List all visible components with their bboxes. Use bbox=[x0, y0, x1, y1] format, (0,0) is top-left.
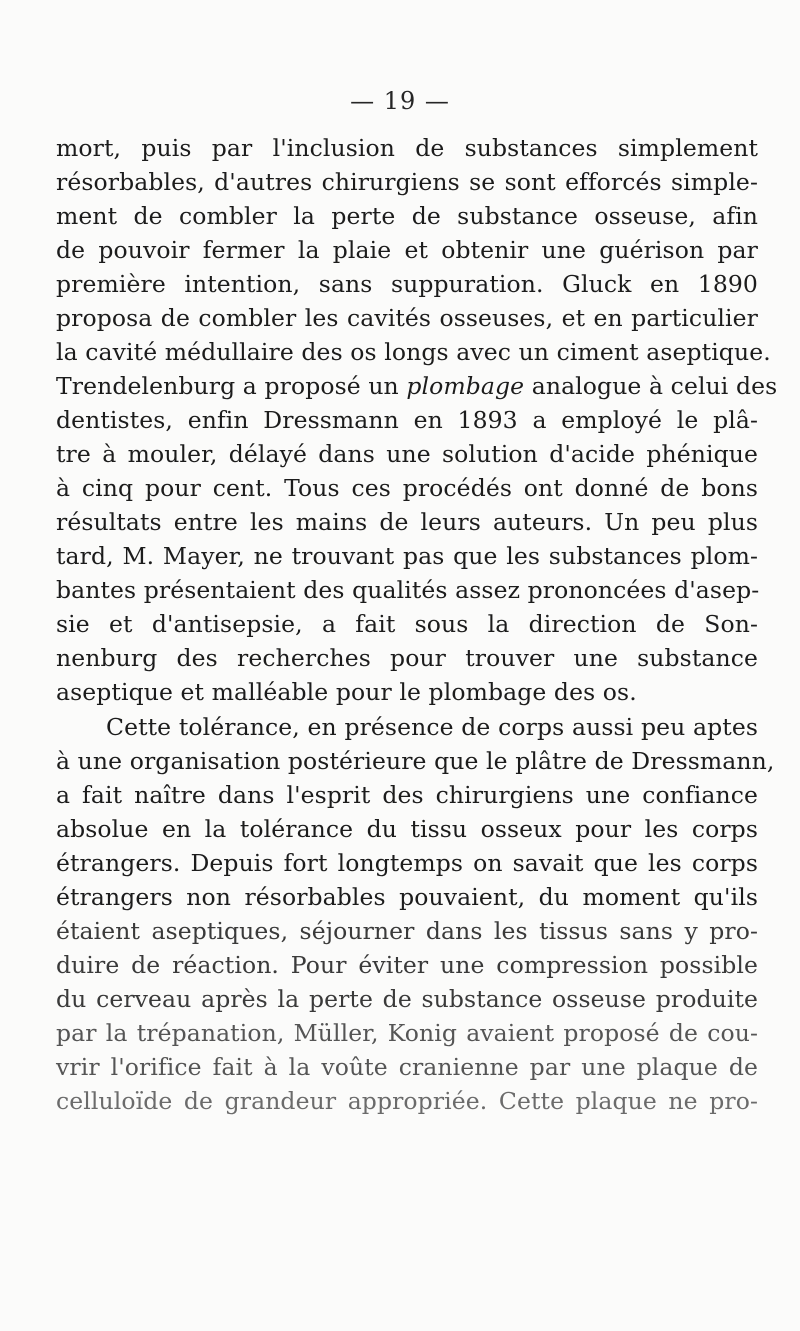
text-line: étrangers. Depuis fort longtemps on savait que les corps bbox=[56, 849, 758, 877]
paragraph-1 bbox=[56, 131, 778, 709]
text-line: résultats entre les mains de leurs auteurs. Un peu plus bbox=[56, 508, 758, 536]
text-line: Trendelenburg a proposé un plombage analogue à celui des bbox=[56, 372, 778, 400]
text-line: à cinq pour cent. Tous ces procédés ont donné de bons bbox=[56, 474, 758, 502]
text-line: bantes présentaient des qualités assez prononcées d'asep- bbox=[56, 576, 760, 604]
text-line: dentistes, enfin Dressmann en 1893 a employé le plâ- bbox=[56, 406, 758, 434]
text-line: vrir l'orifice fait à la voûte cranienne par une plaque de bbox=[56, 1053, 758, 1081]
text-line: celluloïde de grandeur appropriée. Cette plaque ne pro- bbox=[56, 1087, 758, 1115]
text-line: étrangers non résorbables pouvaient, du moment qu'ils bbox=[56, 883, 758, 911]
text-line: ment de combler la perte de substance osseuse, afin bbox=[56, 202, 758, 230]
text-line: proposa de combler les cavités osseuses, et en particulier bbox=[56, 304, 758, 332]
text-line: tard, M. Mayer, ne trouvant pas que les substances plom- bbox=[56, 542, 758, 570]
text-line: mort, puis par l'inclusion de substances simplement bbox=[56, 134, 758, 162]
text-line: résorbables, d'autres chirurgiens se sont efforcés simple- bbox=[56, 168, 758, 196]
text-line: première intention, sans suppuration. Gluck en 1890 bbox=[56, 270, 758, 298]
paragraph-2 bbox=[56, 710, 775, 1118]
text-line: aseptique et malléable pour le plombage des os. bbox=[56, 678, 637, 706]
text-line: étaient aseptiques, séjourner dans les tissus sans y pro- bbox=[56, 917, 758, 945]
text-line: à une organisation postérieure que le plâtre de Dressmann, bbox=[56, 747, 775, 775]
italic-term: plombage bbox=[406, 372, 525, 400]
text-line: Cette tolérance, en présence de corps aussi peu aptes bbox=[106, 713, 758, 741]
text-line: la cavité médullaire des os longs avec un ciment aseptique. bbox=[56, 338, 771, 366]
text-line: sie et d'antisepsie, a fait sous la direction de Son- bbox=[56, 610, 758, 638]
text-line: nenburg des recherches pour trouver une substance bbox=[56, 644, 758, 672]
text-line: absolue en la tolérance du tissu osseux pour les corps bbox=[56, 815, 758, 843]
text-line: a fait naître dans l'esprit des chirurgiens une confiance bbox=[56, 781, 758, 809]
text-line: duire de réaction. Pour éviter une compression possible bbox=[56, 951, 758, 979]
text-line: tre à mouler, délayé dans une solution d'acide phénique bbox=[56, 440, 758, 468]
page-number: — 19 — bbox=[350, 87, 450, 115]
text-line: de pouvoir fermer la plaie et obtenir une guérison par bbox=[56, 236, 758, 264]
text-line: par la trépanation, Müller, Konig avaient proposé de cou- bbox=[56, 1019, 758, 1047]
text-line: du cerveau après la perte de substance osseuse produite bbox=[56, 985, 758, 1013]
